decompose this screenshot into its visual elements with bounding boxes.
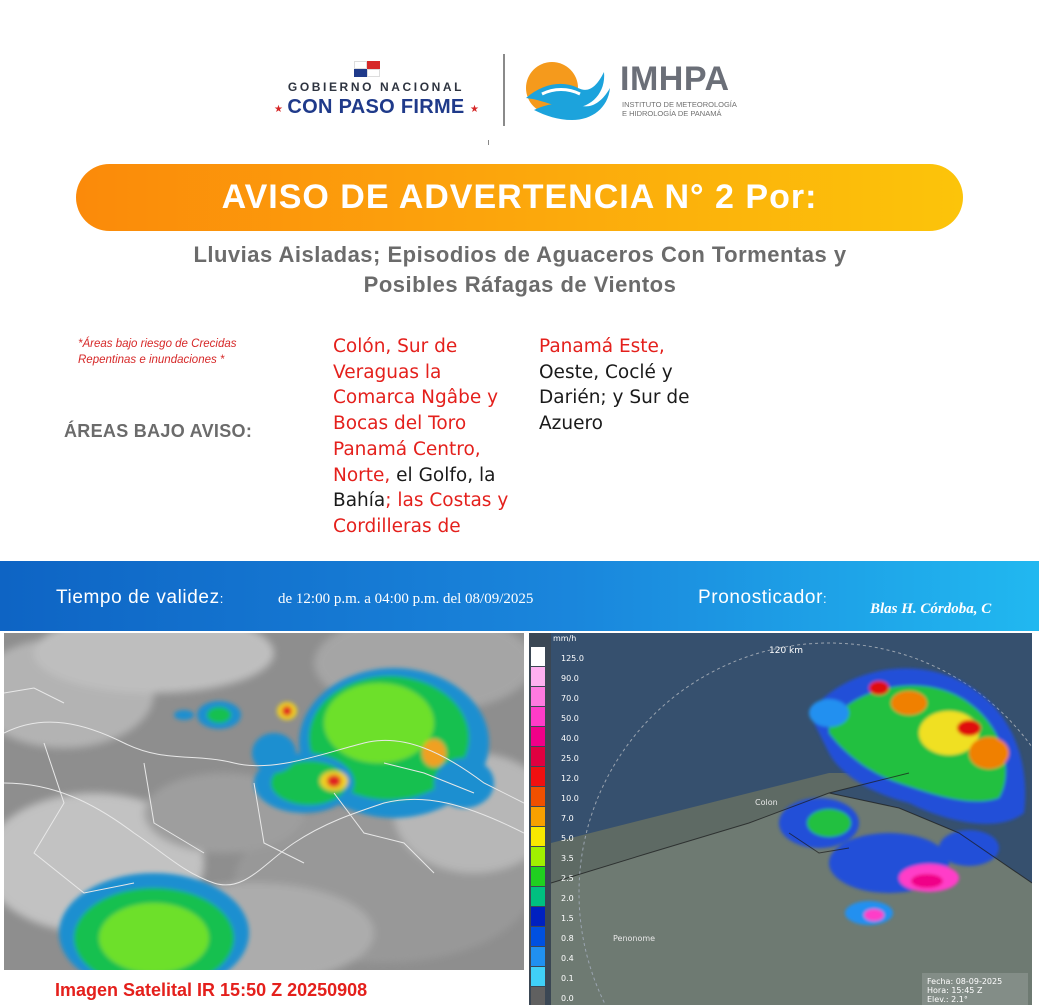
risk-note-line1: *Áreas bajo riesgo de Crecidas [78, 338, 237, 350]
subtitle-line1: Lluvias Aisladas; Episodios de Aguaceros Con Tormentas y [193, 242, 847, 267]
satellite-image [4, 633, 524, 970]
area-line: Oeste, Coclé y [539, 361, 673, 383]
star-icon: ★ [470, 104, 479, 115]
radar-scale-swatch [531, 767, 545, 786]
radar-scale-swatch [531, 887, 545, 906]
radar-scale-swatch [531, 707, 545, 726]
forecaster-label-text: Pronosticador [698, 587, 824, 608]
areas-list-column2 [539, 334, 759, 437]
risk-note [78, 336, 318, 368]
radar-scale-bar [531, 647, 545, 1005]
radar-scale-label: 5.0 [561, 834, 574, 843]
radar-time: Hora: 15:45 Z [927, 986, 983, 995]
radar-scale-swatch [531, 867, 545, 886]
validity-colon: : [219, 591, 224, 606]
area-line: Veraguas la [333, 361, 442, 383]
panama-flag-icon [354, 61, 380, 77]
radar-scale-swatch [531, 967, 545, 986]
validity-value: de 12:00 p.m. a 04:00 p.m. del 08/09/2025 [278, 591, 534, 607]
imhpa-sun-wave-icon [522, 58, 614, 124]
radar-scale-swatch [531, 787, 545, 806]
area-line: Azuero [539, 413, 603, 435]
radar-scale-swatch [531, 747, 545, 766]
radar-elevation: Elev.: 2.1° [927, 995, 968, 1004]
satellite-ir-map [4, 633, 524, 970]
satellite-caption: Imagen Satelital IR 15:50 Z 20250908 [55, 980, 368, 1000]
warning-subtitle [60, 240, 980, 300]
gobierno-logo [268, 58, 484, 124]
area-line: Panamá Centro, [333, 438, 481, 460]
radar-scale-label: 2.0 [561, 894, 574, 903]
area-line [333, 463, 553, 489]
radar-scale-label: 2.5 [561, 874, 574, 883]
radar-scale-label: 50.0 [561, 714, 579, 723]
radar-scale-swatch [531, 907, 545, 926]
radar-scale-label: 0.8 [561, 934, 574, 943]
imhpa-sub-line2: E HIDROLOGÍA DE PANAMÁ [622, 109, 722, 118]
warning-banner [76, 164, 963, 231]
imhpa-logo [522, 58, 752, 124]
radar-scale-swatch [531, 947, 545, 966]
radar-map [529, 633, 1032, 1005]
radar-scale-label: 25.0 [561, 754, 579, 763]
forecaster-label [698, 587, 827, 609]
radar-scale-label: 0.0 [561, 994, 574, 1003]
radar-scale-swatch [531, 807, 545, 826]
radar-scale-swatch [531, 987, 545, 1005]
gov-line1: GOBIERNO NACIONAL [287, 80, 465, 94]
validity-label [56, 587, 224, 609]
imhpa-sub-line1: INSTITUTO DE METEOROLOGÍA [622, 100, 737, 109]
radar-scale-label: 7.0 [561, 814, 574, 823]
area-line: Colón, Sur de [333, 336, 458, 357]
areas-label: ÁREAS BAJO AVISO: [64, 421, 253, 441]
radar-scale-swatch [531, 827, 545, 846]
area-line: Comarca Ngâbe y [333, 387, 499, 409]
gov-line2: CON PASO FIRME [287, 96, 465, 118]
area-line: Bocas del Toro [333, 413, 467, 435]
area-text-red: Norte, [333, 464, 391, 486]
radar-scale-swatch [531, 927, 545, 946]
radar-scale-swatch [531, 847, 545, 866]
area-line: Darién; y Sur de [539, 387, 690, 409]
logo-divider [503, 54, 505, 126]
radar-scale-swatch [531, 687, 545, 706]
forecaster-colon: : [823, 591, 828, 606]
imhpa-name: IMHPA [620, 60, 730, 98]
forecaster-name: Blas H. Córdoba, C [870, 601, 992, 617]
radar-scale-label: 0.1 [561, 974, 574, 983]
divider-tick [488, 140, 489, 145]
radar-date: Fecha: 08-09-2025 [927, 977, 1003, 986]
star-icon: ★ [274, 104, 283, 115]
radar-scale-label: 1.5 [561, 914, 574, 923]
radar-scale-label: 12.0 [561, 774, 579, 783]
radar-scale-label: 125.0 [561, 654, 584, 663]
radar-scale-swatch [531, 667, 545, 686]
radar-city-colon: Colon [755, 798, 778, 807]
risk-note-line2: Repentinas e inundaciones * [78, 354, 225, 366]
radar-city-penonome: Penonome [613, 934, 656, 943]
validity-label-text: Tiempo de validez [56, 587, 220, 608]
area-line: Cordilleras de [333, 515, 461, 537]
validity-bar [0, 561, 1039, 631]
radar-unit: mm/h [553, 634, 577, 643]
radar-scale-label: 0.4 [561, 954, 574, 963]
radar-scale-label: 10.0 [561, 794, 579, 803]
area-text-black: el Golfo, la [390, 464, 496, 486]
radar-scale-swatch [531, 647, 545, 666]
radar-scale-label: 40.0 [561, 734, 579, 743]
area-text-black: Bahía [333, 490, 386, 512]
radar-scale-label: 90.0 [561, 674, 579, 683]
subtitle-line2: Posibles Ráfagas de Vientos [363, 272, 677, 297]
area-line: Panamá Este, [539, 336, 665, 357]
radar-image [529, 633, 1032, 1005]
areas-list-column1 [333, 334, 553, 540]
radar-scale-label: 70.0 [561, 694, 579, 703]
imhpa-subtitle [622, 100, 737, 118]
radar-scale-swatch [531, 727, 545, 746]
area-line [333, 488, 553, 514]
radar-scale-label: 3.5 [561, 854, 574, 863]
area-text-red: ; las Costas y [385, 490, 509, 512]
radar-range-label: 120 km [769, 646, 804, 656]
warning-title: AVISO DE ADVERTENCIA N° 2 Por: [221, 178, 818, 216]
